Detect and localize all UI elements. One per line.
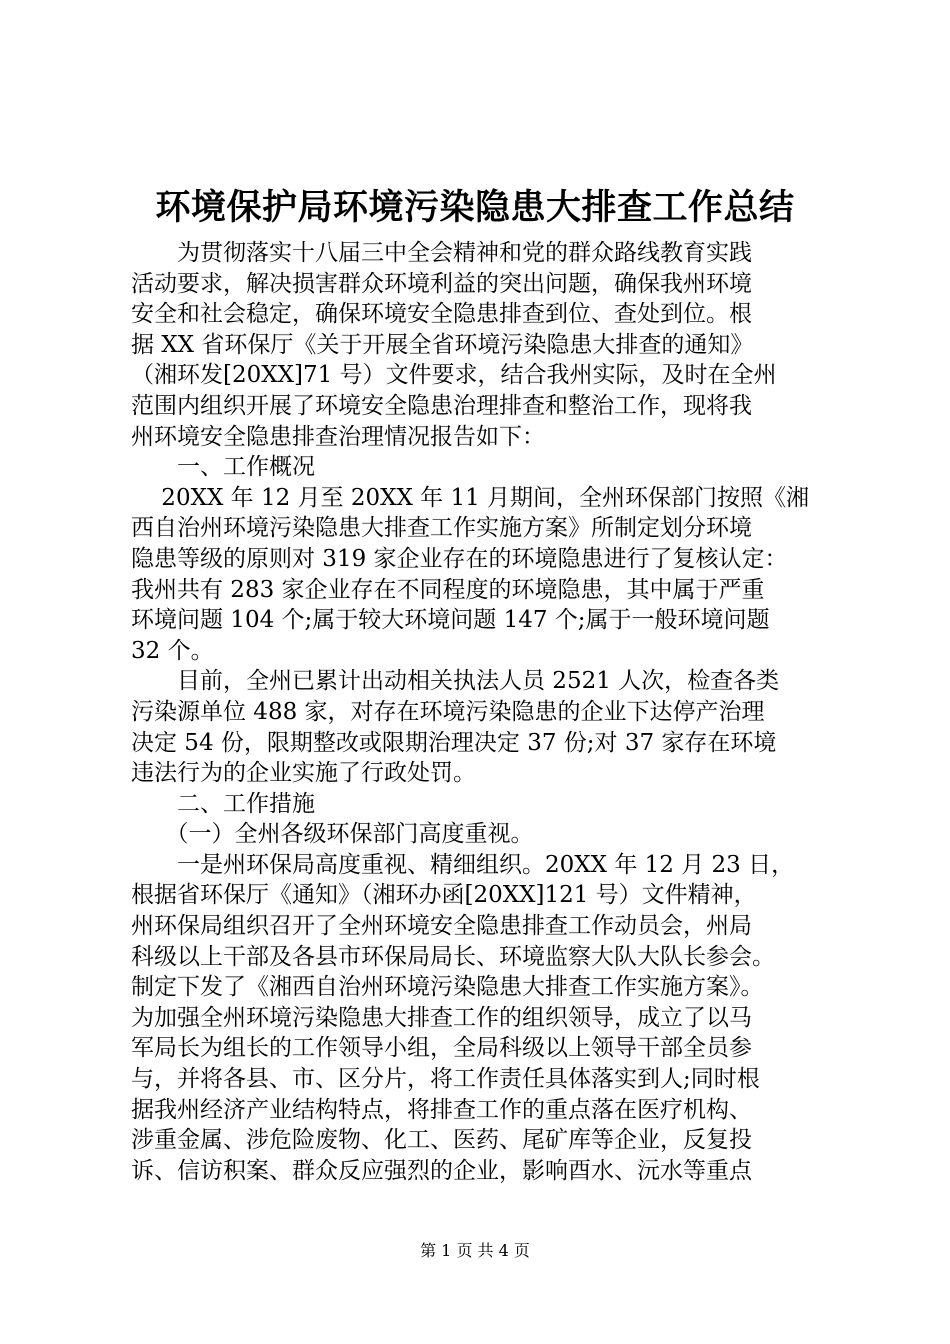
body-line: 环境问题 104 个;属于较大环境问题 147 个;属于一般环境问题: [131, 607, 770, 634]
body-line: 一是州环保局高度重视、精细组织。20XX 年 12 月 23 日，: [131, 851, 795, 878]
body-line: 涉重金属、涉危险废物、化工、医药、尾矿库等企业，反复投: [131, 1127, 752, 1154]
body-line: 污染源单位 488 家，对存在环境污染隐患的企业下达停产治理: [131, 698, 765, 725]
body-line: 为贯彻落实十八届三中全会精神和党的群众路线教育实践: [131, 240, 752, 266]
body-line: 据我州经济产业结构特点，将排查工作的重点落在医疗机构、: [131, 1096, 752, 1123]
body-line: 32 个。: [131, 637, 214, 664]
body-line: 州环境安全隐患排查治理情况报告如下：: [131, 423, 545, 450]
body-line: 与，并将各县、市、区分片，将工作责任具体落实到人;同时根: [131, 1066, 760, 1093]
document-body: [131, 238, 831, 1186]
body-line: 西自治州环境污染隐患大排查工作实施方案》所制定划分环境: [131, 515, 752, 542]
body-line: 目前，全州已累计出动相关执法人员 2521 人次，检查各类: [131, 668, 780, 695]
body-line: 范围内组织开展了环境安全隐患治理排查和整治工作，现将我: [131, 392, 752, 419]
body-line: 根据省环保厅《通知》（湘环办函[20XX]121 号）文件精神，: [131, 882, 757, 909]
body-line: 为加强全州环境污染隐患大排查工作的组织领导，成立了以马: [131, 1004, 752, 1031]
body-line: 据 XX 省环保厅《关于开展全省环境污染隐患大排查的通知》: [131, 331, 754, 358]
section-heading-work-measures: 二、工作措施: [131, 790, 315, 817]
body-line: 军局长为组长的工作领导小组，全局科级以上领导干部全员参: [131, 1035, 752, 1062]
body-line: 诉、信访积案、群众反应强烈的企业，影响酉水、沅水等重点: [131, 1157, 752, 1184]
body-line: 隐患等级的原则对 319 家企业存在的环境隐患进行了复核认定：: [131, 545, 788, 572]
document-title: 环境保护局环境污染隐患大排查工作总结: [155, 187, 795, 228]
page-number-footer: 第 1 页 共 4 页: [420, 1241, 530, 1260]
body-line: 科级以上干部及各县市环保局局长、环境监察大队大队长参会。: [131, 943, 775, 970]
body-line: 活动要求，解决损害群众环境利益的突出问题，确保我州环境: [131, 270, 752, 297]
body-line: 安全和社会稳定，确保环境安全隐患排查到位、查处到位。根: [131, 301, 752, 328]
body-line: 州环保局组织召开了全州环境安全隐患排查工作动员会，州局: [131, 913, 752, 940]
body-line: 20XX 年 12 月至 20XX 年 11 月期间，全州环保部门按照《湘: [131, 484, 810, 511]
section-heading-work-overview: 一、工作概况: [131, 454, 315, 481]
body-line: （湘环发[20XX]71 号）文件要求，结合我州实际，及时在全州: [131, 362, 777, 389]
body-line: 我州共有 283 家企业存在不同程度的环境隐患，其中属于严重: [131, 576, 765, 603]
body-line: 违法行为的企业实施了行政处罚。: [131, 760, 476, 787]
body-line: 决定 54 份，限期整改或限期治理决定 37 份;对 37 家存在环境: [131, 729, 777, 756]
subsection-heading: （一）全州各级环保部门高度重视。: [131, 821, 534, 848]
body-line: 制定下发了《湘西自治州环境污染隐患大排查工作实施方案》。: [131, 974, 764, 1001]
